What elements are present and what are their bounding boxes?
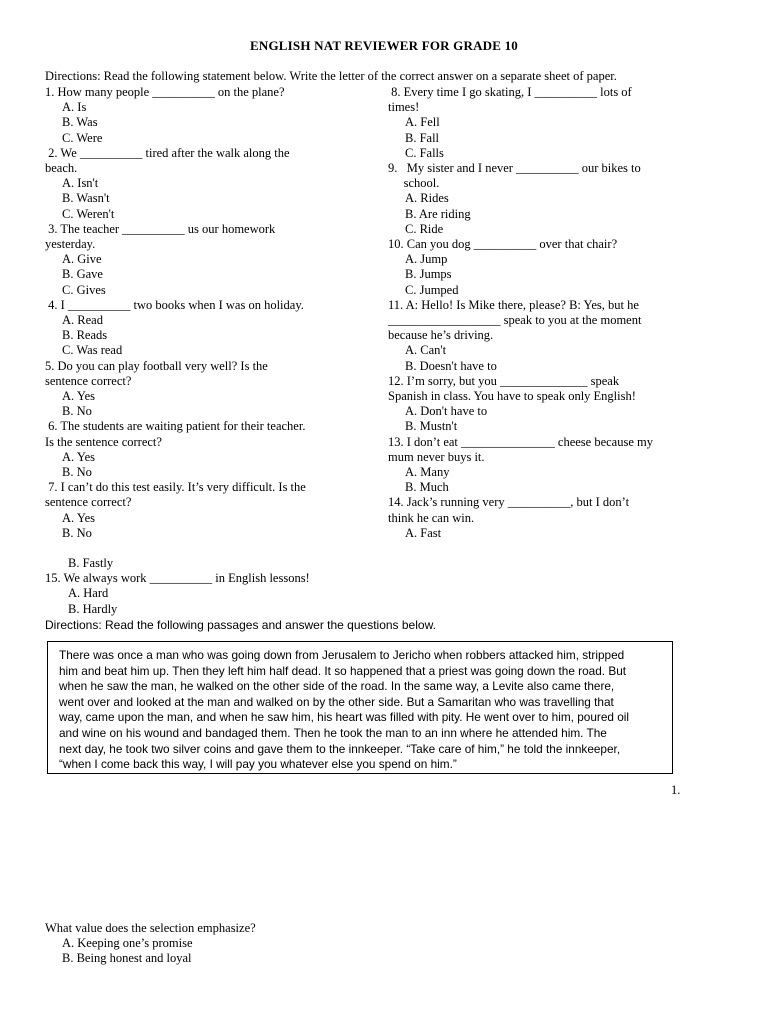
- question-text-line: 5. Do you can play football very well? Is the: [45, 358, 268, 373]
- final-question: What value does the selection emphasize?: [45, 921, 256, 935]
- passage-line: went over and looked at the man and walked on by the other side. But a Samaritan who was travelling that: [59, 694, 614, 709]
- answer-option: A. Fell: [405, 115, 440, 130]
- question-text-line: 13. I don’t eat _______________ cheese because my: [388, 434, 653, 449]
- question-11: [388, 298, 688, 374]
- passage-line: There was once a man who was going down from Jerusalem to Jericho when robbers attacked him, stripped: [59, 648, 625, 662]
- final-option-a: A. Keeping one’s promise: [62, 936, 193, 951]
- question-10: [388, 237, 688, 298]
- question-text-line: 3. The teacher __________ us our homework: [45, 221, 276, 236]
- question-text-line: because he’s driving.: [388, 328, 494, 343]
- answer-option: A. Don't have to: [405, 404, 488, 419]
- answer-option: C. Weren't: [62, 206, 115, 221]
- answer-option: C. Jumped: [405, 282, 459, 297]
- passage-box: [47, 641, 673, 774]
- final-question-block: [45, 921, 256, 967]
- question-15: 15. We always work __________ in English lessons!: [45, 571, 310, 586]
- answer-option: A. Many: [405, 465, 450, 480]
- question-text-line: 9. My sister and I never __________ our bikes to: [388, 161, 641, 176]
- answer-option: A. Yes: [62, 389, 96, 404]
- answer-option: B. No: [62, 404, 92, 419]
- answer-option: A. Give: [62, 252, 102, 267]
- question-text-line: 12. I’m sorry, but you ______________ speak: [388, 373, 620, 388]
- question-text-line: times!: [388, 100, 420, 115]
- question-text-line: Is the sentence correct?: [45, 434, 162, 449]
- question-12: [388, 374, 688, 435]
- question-4: [45, 298, 345, 359]
- answer-option: B. Much: [405, 480, 449, 495]
- document-title: ENGLISH NAT REVIEWER FOR GRADE 10: [250, 38, 518, 53]
- question-text-line: 11. A: Hello! Is Mike there, please? B: Yes, but he: [388, 297, 639, 312]
- question-7: [45, 480, 345, 541]
- passage-line: next day, he took two silver coins and gave them to the innkeeper. “Take care of him,” he told the innkeeper,: [59, 741, 621, 756]
- answer-option: B. Fall: [405, 130, 440, 145]
- answer-option: B. Mustn't: [405, 419, 458, 434]
- answer-option: C. Falls: [405, 145, 444, 160]
- question-text-line: 2. We __________ tired after the walk along the: [45, 145, 290, 160]
- question-text-line: yesterday.: [45, 237, 96, 252]
- answer-option: C. Gives: [62, 282, 106, 297]
- answer-option: C. Was read: [62, 343, 123, 358]
- question-text-line: sentence correct?: [45, 495, 132, 510]
- question-8: [388, 85, 688, 161]
- question-text-line: 10. Can you dog __________ over that chair?: [388, 237, 618, 252]
- answer-option: C. Ride: [405, 221, 444, 236]
- final-option-b: B. Being honest and loyal: [62, 951, 192, 966]
- answer-option: A. Read: [62, 313, 103, 328]
- answer-option: C. Were: [62, 130, 103, 145]
- answer-option: B. Are riding: [405, 206, 471, 221]
- q15-option-a: A. Hard: [68, 586, 109, 601]
- passage-line: him and beat him up. Then they left him half dead. It so happened that a priest was going down the road. But: [59, 663, 627, 678]
- question-3: [45, 222, 345, 298]
- answer-option: B. No: [62, 525, 92, 540]
- question-text-line: 1. How many people __________ on the plane?: [45, 85, 285, 99]
- passage-line: “when I come back this way, I will pay you whatever else you spend on him.”: [59, 757, 457, 772]
- answer-option: B. Was: [62, 115, 98, 130]
- question-text-line: 6. The students are waiting patient for their teacher.: [45, 419, 306, 434]
- question-14: [388, 495, 688, 541]
- answer-option: A. Fast: [405, 525, 442, 540]
- question-text-line: think he can win.: [388, 510, 475, 525]
- answer-option: A. Yes: [62, 449, 96, 464]
- question-text-line: Spanish in class. You have to speak only English!: [388, 389, 636, 404]
- right-question-column: [388, 85, 688, 541]
- question-13: [388, 435, 688, 496]
- answer-option: A. Jump: [405, 252, 448, 267]
- option-fastly: B. Fastly: [68, 556, 114, 570]
- question-6: [45, 419, 345, 480]
- question-text-line: 7. I can’t do this test easily. It’s very difficult. Is the: [45, 480, 306, 495]
- question-text-line: mum never buys it.: [388, 449, 485, 464]
- answer-option: A. Can't: [405, 343, 447, 358]
- question-1: [45, 85, 345, 146]
- passage-line: and wine on his wound and bandaged them. Then he took the man to an inn where he attended him. The: [59, 725, 607, 740]
- answer-option: A. Yes: [62, 510, 96, 525]
- left-question-column: [45, 85, 345, 541]
- passage-line: when he saw the man, he walked on the other side of the road. In the same way, a Levite also came there,: [59, 679, 615, 694]
- question-text-line: school.: [388, 176, 440, 191]
- bottom-question-block: [45, 556, 310, 617]
- passage-line: way, came upon the man, and when he saw him, his heart was filled with pity. He went over to him, poured oil: [59, 710, 630, 725]
- question-text-line: 4. I __________ two books when I was on holiday.: [45, 297, 304, 312]
- answer-option: B. Reads: [62, 328, 108, 343]
- question-5: [45, 359, 345, 420]
- passage-directions: Directions: Read the following passages and answer the questions below.: [45, 618, 436, 632]
- answer-option: A. Rides: [405, 191, 449, 206]
- question-text-line: __________________ speak to you at the moment: [388, 313, 642, 328]
- answer-option: B. Gave: [62, 267, 103, 282]
- answer-option: A. Is: [62, 100, 87, 115]
- question-text-line: 8. Every time I go skating, I __________ lots of: [388, 85, 632, 99]
- answer-option: B. No: [62, 465, 92, 480]
- question-2: [45, 146, 345, 222]
- question-text-line: sentence correct?: [45, 373, 132, 388]
- answer-option: A. Isn't: [62, 176, 99, 191]
- answer-option: B. Jumps: [405, 267, 452, 282]
- answer-option: B. Doesn't have to: [405, 358, 497, 373]
- passage-number: 1.: [671, 783, 681, 797]
- question-text-line: beach.: [45, 161, 78, 176]
- q15-option-b: B. Hardly: [68, 601, 118, 616]
- answer-option: B. Wasn't: [62, 191, 110, 206]
- directions-text: Directions: Read the following statement below. Write the letter of the correct answer on a separate sheet of paper.: [45, 69, 617, 83]
- question-text-line: 14. Jack’s running very __________, but I don’t: [388, 495, 630, 510]
- question-9: [388, 161, 688, 237]
